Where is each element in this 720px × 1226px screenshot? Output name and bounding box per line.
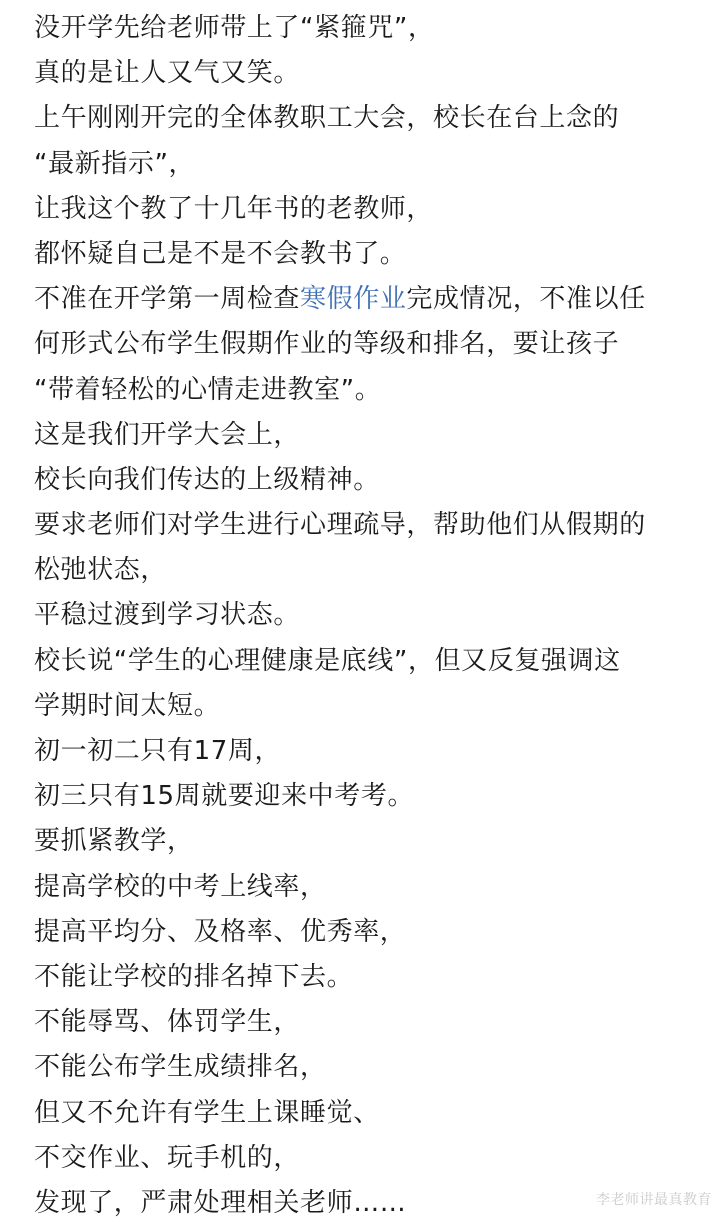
text-line: 校长向我们传达的上级精神。 [34, 464, 380, 495]
text-segment: 不准在开学第一周检查 [34, 284, 301, 315]
text-line: 都怀疑自己是不是不会教书了。 [34, 238, 407, 269]
text-line: 不能让学校的排名掉下去。 [34, 961, 354, 992]
text-line: 松弛状态， [34, 555, 168, 586]
text-line-with-link [34, 277, 694, 322]
text-line: 发现了，严肃处理相关老师…… [34, 1187, 407, 1218]
text-line: 这是我们开学大会上， [34, 419, 301, 450]
text-line: 让我这个教了十几年书的老教师， [34, 193, 434, 224]
text-line: 要求老师们对学生进行心理疏导，帮助他们从假期的 [34, 510, 646, 541]
text-line: 校长说“学生的心理健康是底线”，但又反复强调这 [34, 645, 621, 676]
text-line: 要抓紧教学， [34, 826, 194, 857]
text-line: “带着轻松的心情走进教室”。 [34, 374, 382, 405]
text-line: 没开学先给老师带上了“紧箍咒”， [34, 13, 435, 43]
text-line: 不交作业、玩手机的， [34, 1142, 301, 1173]
text-line: 何形式公布学生假期作业的等级和排名，要让孩子 [34, 329, 620, 360]
text-line: 提高学校的中考上线率， [34, 871, 327, 902]
text-line: 不能公布学生成绩排名， [34, 1052, 327, 1083]
text-line: 不能辱骂、体罚学生， [34, 1007, 301, 1038]
text-line: 上午刚刚开完的全体教职工大会，校长在台上念的 [34, 103, 620, 134]
text-line: 但又不允许有学生上课睡觉、 [34, 1097, 380, 1128]
text-line: 平稳过渡到学习状态。 [34, 600, 301, 631]
post-body [34, 6, 694, 1226]
text-line: “最新指示”， [34, 148, 196, 179]
text-line: 初一初二只有17周， [34, 736, 282, 766]
text-segment: 完成情况，不准以任 [406, 284, 646, 315]
author-watermark: 李老师讲最真教育 [596, 1192, 712, 1208]
text-line: 提高平均分、及格率、优秀率， [34, 916, 407, 947]
text-line: 初三只有15周就要迎来中考考。 [34, 781, 415, 812]
text-line: 真的是让人又气又笑。 [34, 58, 301, 89]
text-line: 学期时间太短。 [34, 690, 221, 721]
winter-homework-link[interactable]: 寒假作业 [300, 284, 407, 315]
